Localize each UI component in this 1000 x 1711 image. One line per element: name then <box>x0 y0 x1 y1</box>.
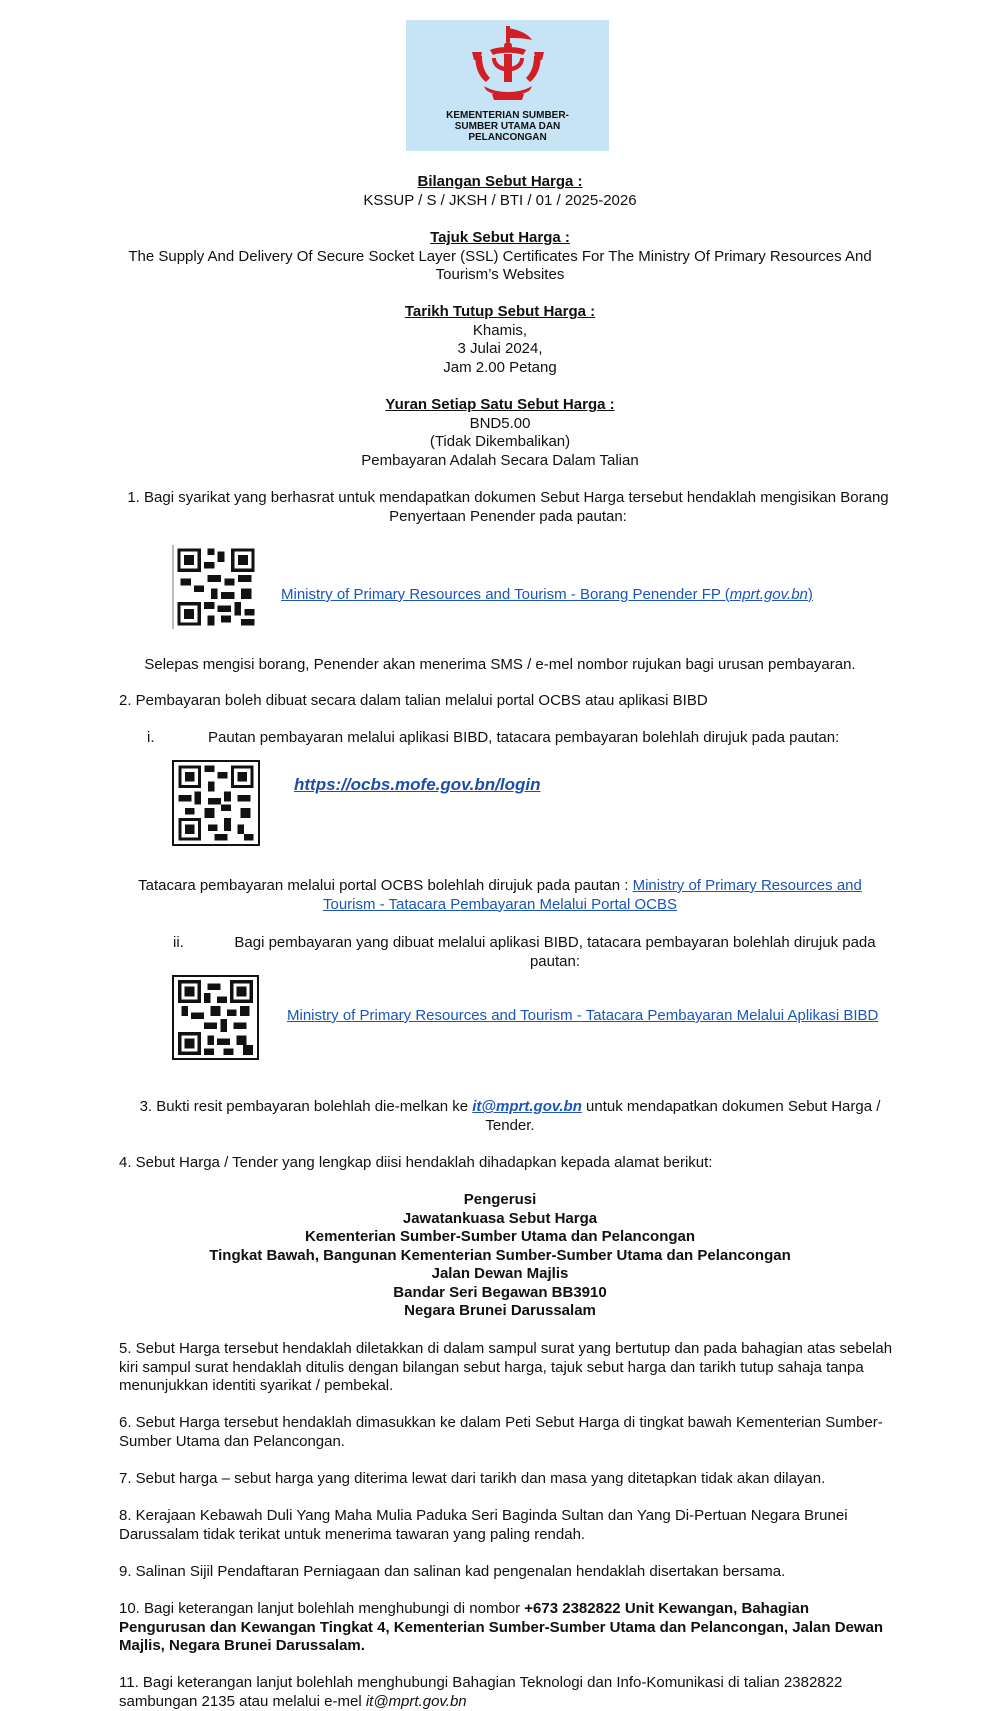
fee-amount: BND5.00 <box>469 414 531 432</box>
qr-code-icon <box>172 760 260 846</box>
ocbs-portal-link-2[interactable]: Tourism - Tatacara Pembayaran Melalui Portal OCBS <box>322 895 678 913</box>
item-7: 7. Sebut harga – sebut harga yang diterima lewat dari tarikh dan masa yang ditetapkan tidak akan dilayan. <box>119 1470 826 1487</box>
item-2-ii-text: Bagi pembayaran yang dibuat melalui aplikasi BIBD, tatacara pembayaran bolehlah dirujuk pada pautan: <box>234 934 876 970</box>
item-2-ii-num: ii. <box>173 934 184 951</box>
ocbs-portal-link[interactable]: Ministry of Primary Resources and <box>632 877 862 894</box>
title-line-1: The Supply And Delivery Of Secure Socket Layer (SSL) Certificates For The Ministry Of Primary Resources And <box>128 247 872 265</box>
address-block: Pengerusi Jawatankuasa Sebut Harga Kementerian Sumber-Sumber Utama dan Pelancongan Tingkat Bawah, Bangunan Kementerian Sumber-Sumber Utama dan Pelancongan Jalan Dewan Majlis Bandar Seri Begawan BB3910 Negara Brunei Darussalam <box>209 1191 791 1319</box>
fee-section <box>0 396 1000 470</box>
fee-label: Yuran Setiap Satu Sebut Harga : <box>385 396 615 413</box>
logo-text: KEMENTERIAN SUMBER- SUMBER UTAMA DAN PELANCONGAN <box>446 110 569 143</box>
item-2-i-text: Pautan pembayaran melalui aplikasi BIBD, tatacara pembayaran bolehlah dirujuk pada pautan: <box>208 729 840 746</box>
item-1: 1. Bagi syarikat yang berhasrat untuk mendapatkan dokumen Sebut Harga tersebut hendaklah mengisikan Borang Penyertaan Penender pada pautan: <box>127 489 889 525</box>
qr-code-icon <box>172 545 258 629</box>
item-10: 10. Bagi keterangan lanjut bolehlah menghubungi di nombor +673 2382822 Unit Kewangan, Bahagian Pengurusan dan Kewangan Tingkat 4, Kementerian Sumber-Sumber Utama dan Pelancongan, Jalan Dewan Majlis, Negara Brunei Darussalam. <box>119 1600 884 1654</box>
ocbs-login-link[interactable]: https://ocbs.mofe.gov.bn/login <box>294 775 541 794</box>
ministry-logo <box>406 20 609 151</box>
item-3: 3. Bukti resit pembayaran bolehlah die-melkan ke it@mprt.gov.bn untuk mendapatkan dokumen Sebut Harga / Tender. <box>139 1098 881 1134</box>
title-label: Tajuk Sebut Harga : <box>430 229 570 246</box>
item-2-i-num: i. <box>147 729 155 746</box>
email-link[interactable]: it@mprt.gov.bn <box>472 1098 582 1115</box>
item-1-after: Selepas mengisi borang, Penender akan menerima SMS / e-mel nombor rujukan bagi urusan pembayaran. <box>144 656 856 673</box>
qr-code-icon <box>172 975 259 1060</box>
email-text[interactable]: it@mprt.gov.bn <box>365 1692 467 1710</box>
item-9: 9. Salinan Sijil Pendaftaran Perniagaan dan salinan kad pengenalan hendaklah disertakan bersama. <box>119 1563 786 1580</box>
closing-section <box>0 303 1000 377</box>
fee-payment: Pembayaran Adalah Secara Dalam Talian <box>361 451 639 469</box>
item-6: 6. Sebut Harga tersebut hendaklah dimasukkan ke dalam Peti Sebut Harga di tingkat bawah Kementerian Sumber- Sumber Utama dan Pelancongan. <box>119 1414 883 1450</box>
reference-label: Bilangan Sebut Harga : <box>417 173 583 190</box>
item-2: 2. Pembayaran boleh dibuat secara dalam talian melalui portal OCBS atau aplikasi BIBD <box>119 692 708 709</box>
ocbs-portal-text: Tatacara pembayaran melalui portal OCBS bolehlah dirujuk pada pautan : Ministry of Primary Resources and Tourism - Tatacara Pembayaran Melalui Portal OCBS <box>138 877 862 913</box>
title-section <box>0 229 1000 285</box>
reference-value: KSSUP / S / JKSH / BTI / 01 / 2025-2026 <box>363 191 637 209</box>
brunei-crest-icon <box>468 24 548 106</box>
closing-time: Jam 2.00 Petang <box>443 358 557 376</box>
fee-note: (Tidak Dikembalikan) <box>429 433 571 450</box>
item-4: 4. Sebut Harga / Tender yang lengkap diisi hendaklah dihadapkan kepada alamat berikut: <box>119 1154 713 1171</box>
item-1-link[interactable]: Ministry of Primary Resources and Tourism - Borang Penender FP (mprt.gov.bn) <box>281 586 813 603</box>
closing-day: Khamis, <box>472 321 528 339</box>
reference-section <box>0 173 1000 210</box>
title-line-2: Tourism’s Websites <box>435 266 565 283</box>
item-5: 5. Sebut Harga tersebut hendaklah diletakkan di dalam sampul surat yang bertutup dan pada bahagian atas sebelah kiri sampul surat hendaklah ditulis dengan bilangan sebut harga, tajuk sebut harga dan tarikh tutup sahaja tanpa menunjukkan identiti syarikat / pembekal. <box>119 1340 893 1394</box>
closing-date: 3 Julai 2024, <box>457 340 543 357</box>
item-2-ii-link[interactable]: Ministry of Primary Resources and Tourism - Tatacara Pembayaran Melalui Aplikasi BIBD <box>287 1007 879 1024</box>
item-11: 11. Bagi keterangan lanjut bolehlah menghubungi Bahagian Teknologi dan Info-Komunikasi di talian 2382822 sambungan 2135 atau melalui e-mel it@mprt.gov.bn <box>119 1674 843 1710</box>
item-8: 8. Kerajaan Kebawah Duli Yang Maha Mulia Paduka Seri Baginda Sultan dan Yang Di-Pertuan Negara Brunei Darussalam tidak terikat untuk menerima tawaran yang paling rendah. <box>119 1507 848 1543</box>
closing-label: Tarikh Tutup Sebut Harga : <box>404 303 596 320</box>
